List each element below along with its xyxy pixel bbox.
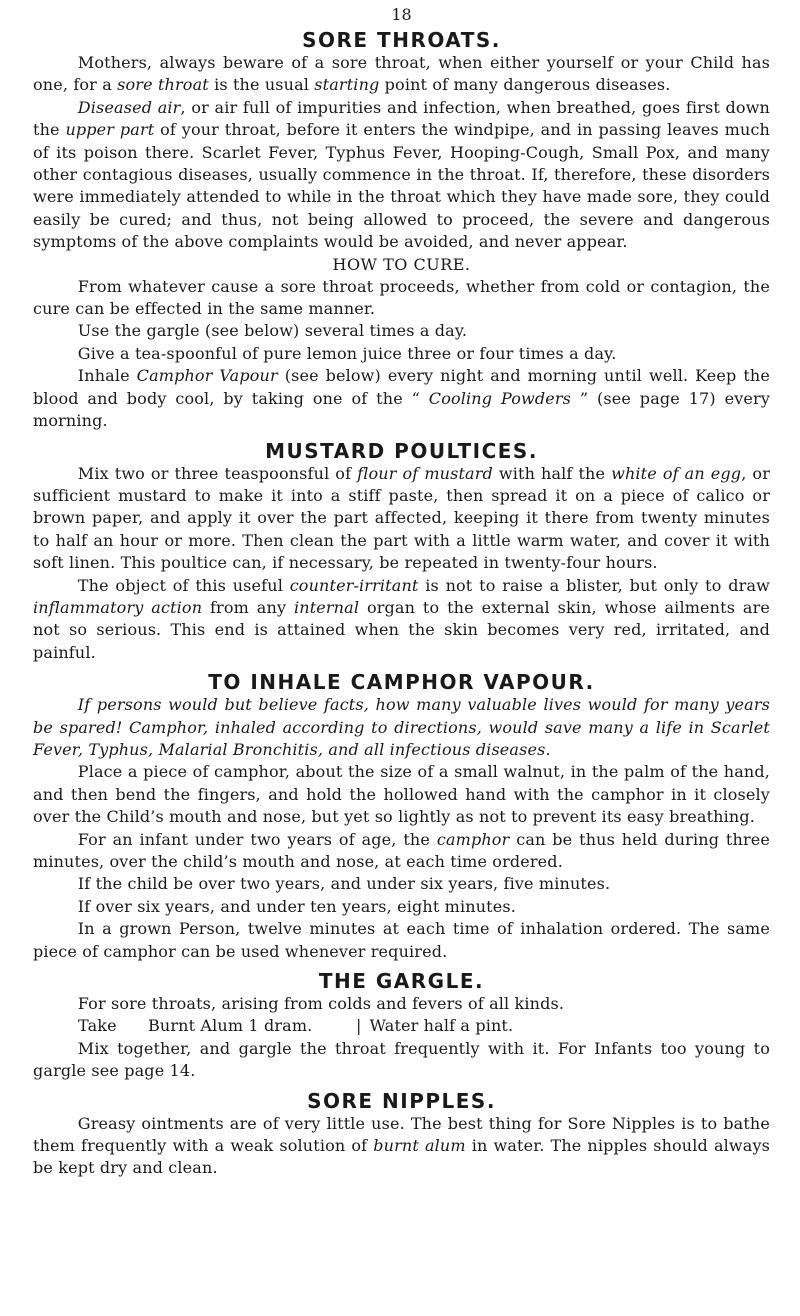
- paragraph: For sore throats, arising from colds and fevers of all kinds.: [77, 994, 565, 1014]
- recipe-item: Water half a pint.: [369, 1016, 514, 1036]
- paragraph: Diseased air, or air full of impurities and infection, when breathed, goes first down the upper part of your throat, before it enters the windpipe, and in passing leaves much of its poison there. Scarlet Fever, Typhus Fever, Hooping-Cough, Small Pox, and many other contagious diseases, usually commence in the throat. If, therefore, these disorders were immediately attended to while in the throat which they have made sore, they could easily be cured; and thus, not being allowed to proceed, the severe and dangerous symptoms of the above complaints would be avoided, and never appear.: [33, 97, 771, 252]
- paragraph: In a grown Person, twelve minutes at each time of inhalation ordered. The same piece of camphor can be used whenever required.: [33, 919, 770, 961]
- paragraph: The object of this useful counter-irritant is not to raise a blister, but only to draw inflammatory action from any internal organ to the external skin, whose ailments are not so serious. This end is attained when the skin becomes very red, irritated, and painful.: [33, 575, 770, 662]
- paragraph: From whatever cause a sore throat proceeds, whether from cold or contagion, the cure can be effected in the same manner.: [33, 276, 770, 319]
- paragraph: Place a piece of camphor, about the size of a small walnut, in the palm of the hand, and then bend the fingers, and hold the hollowed hand with the camphor in it closely over the Child’s mouth and nose, but yet so lightly as not to prevent its easy breathing.: [33, 762, 770, 827]
- recipe-line: [33, 1015, 770, 1037]
- paragraph: Inhale Camphor Vapour (see below) every night and morning until well. Keep the blood and body cool, by taking one of the “ Cooling Powders ” (see page 17) every morning.: [33, 366, 771, 431]
- heading-sore-nipples: SORE NIPPLES.: [307, 1088, 496, 1113]
- paragraph: Greasy ointments are of very little use. The best thing for Sore Nipples is to bathe them frequently with a weak solution of burnt alum in water. The nipples should always be kept dry and clean.: [33, 1113, 770, 1178]
- paragraph: Mothers, always beware of a sore throat, when either yourself or your Child has one, for a sore throat is the usual starting point of many dangerous diseases.: [33, 53, 770, 95]
- paragraph: For an infant under two years of age, the camphor can be thus held during three minutes, over the child’s mouth and nose, at each time ordered.: [33, 829, 770, 871]
- paragraph: If the child be over two years, and under six years, five minutes.: [77, 874, 611, 894]
- paragraph: Mix two or three teaspoonsful of flour of mustard with half the white of an egg, or sufficient mustard to make it into a stiff paste, then spread it on a piece of calico or brown paper, and apply it over the part affected, keeping it there from twenty minutes to half an hour or more. Then clean the part with a little warm water, and cover it with soft linen. This poultice can, if necessary, be repeated in twenty-four hours.: [33, 463, 770, 573]
- take-label: Take: [78, 1016, 117, 1036]
- subheading-how-to-cure: HOW TO CURE.: [332, 254, 471, 274]
- paragraph: Give a tea-spoonful of pure lemon juice three or four times a day.: [77, 343, 617, 363]
- heading-sore-throats: SORE THROATS.: [302, 28, 501, 52]
- heading-camphor-vapour: TO INHALE CAMPHOR VAPOUR.: [208, 670, 595, 695]
- heading-the-gargle: THE GARGLE.: [318, 969, 485, 994]
- recipe-item: Burnt Alum 1 dram.: [148, 1016, 313, 1036]
- paragraph: Mix together, and gargle the throat frequently with it. For Infants too young to gargle see page 14.: [33, 1038, 770, 1081]
- paragraph-italic: If persons would but believe facts, how many valuable lives would for many years be spared! Camphor, inhaled according to directions, would save many a life in Scarlet Fever, Typhus, Malarial Bronchitis, and all infectious diseases.: [33, 695, 770, 759]
- paragraph: If over six years, and under ten years, eight minutes.: [77, 896, 516, 916]
- page-number: 18: [391, 5, 412, 24]
- divider: |: [356, 1016, 362, 1036]
- heading-mustard-poultices: MUSTARD POULTICES.: [265, 438, 538, 463]
- paragraph: Use the gargle (see below) several times a day.: [77, 321, 468, 341]
